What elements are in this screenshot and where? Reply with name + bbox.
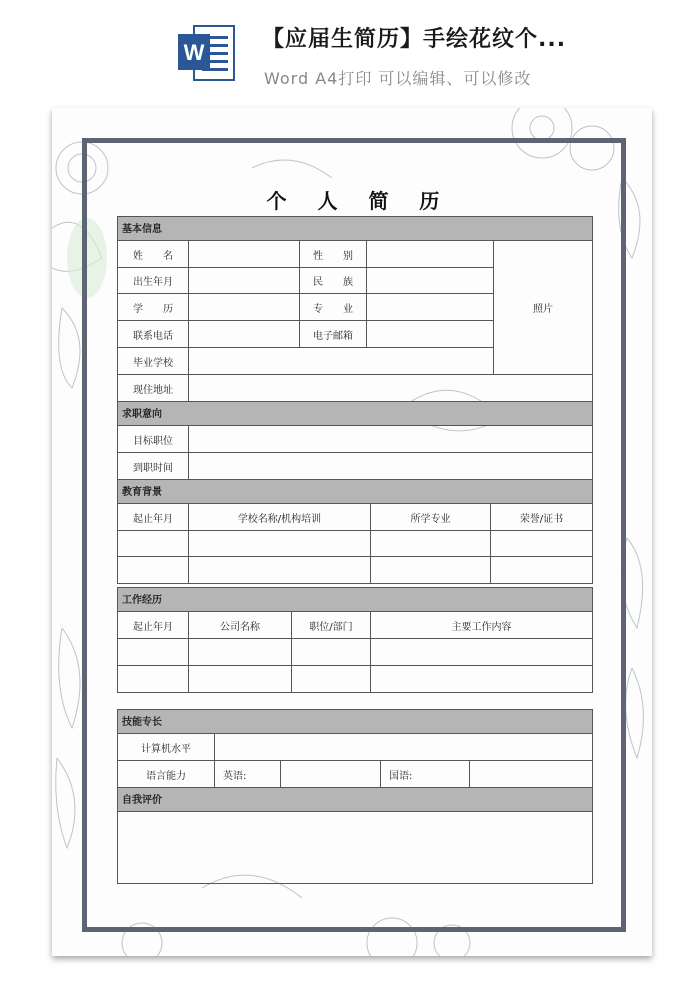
- self-evaluation-field[interactable]: [117, 811, 593, 884]
- section-self-evaluation: 自我评价: [117, 787, 593, 812]
- svg-text:W: W: [183, 40, 205, 65]
- label-birth: 出生年月: [117, 267, 189, 294]
- resume-page: [52, 108, 652, 956]
- edu-row1-honors[interactable]: [490, 530, 593, 557]
- label-major: 专 业: [299, 293, 367, 321]
- section-work: 工作经历: [117, 587, 593, 612]
- work-row1-period[interactable]: [117, 638, 189, 666]
- label-arrival-time: 到职时间: [117, 452, 189, 480]
- work-col-period: 起止年月: [117, 611, 189, 639]
- label-name: 姓 名: [117, 240, 189, 268]
- section-job-intent: 求职意向: [117, 401, 593, 426]
- address-field[interactable]: [188, 374, 593, 402]
- major-field[interactable]: [366, 293, 494, 321]
- edu-row1-period[interactable]: [117, 530, 189, 557]
- computer-level-field[interactable]: [214, 733, 593, 761]
- document-title: 【应届生简历】手绘花纹个...: [262, 27, 567, 52]
- mandarin-field[interactable]: [469, 760, 593, 788]
- label-gender: 性 别: [299, 240, 367, 268]
- label-target-position: 目标职位: [117, 425, 189, 453]
- ethnicity-field[interactable]: [366, 267, 494, 294]
- target-position-field[interactable]: [188, 425, 593, 453]
- label-school: 毕业学校: [117, 347, 189, 375]
- word-doc-icon: [176, 22, 238, 84]
- arrival-time-field[interactable]: [188, 452, 593, 480]
- section-basic-info: 基本信息: [117, 216, 593, 241]
- work-col-content: 主要工作内容: [370, 611, 593, 639]
- edu-row2-major[interactable]: [370, 556, 491, 584]
- edu-col-school: 学校名称/机构培训: [188, 503, 371, 531]
- resume-title: 个 人 简 历: [266, 189, 452, 213]
- edu-col-honors: 荣誉/证书: [490, 503, 593, 531]
- english-field[interactable]: [280, 760, 381, 788]
- document-subtitle: Word A4打印 可以编辑、可以修改: [264, 69, 532, 88]
- work-row2-content[interactable]: [370, 665, 593, 693]
- birth-field[interactable]: [188, 267, 300, 294]
- label-english: 英语:: [214, 760, 381, 788]
- photo-box[interactable]: 照片: [493, 240, 593, 375]
- edu-col-period: 起止年月: [117, 503, 189, 531]
- label-language: 语言能力: [117, 760, 215, 788]
- work-row1-position[interactable]: [291, 638, 371, 666]
- gender-field[interactable]: [366, 240, 494, 268]
- work-row2-company[interactable]: [188, 665, 292, 693]
- edu-row2-school[interactable]: [188, 556, 371, 584]
- work-row2-position[interactable]: [291, 665, 371, 693]
- section-education: 教育背景: [117, 479, 593, 504]
- school-field[interactable]: [188, 347, 494, 375]
- label-mandarin: 国语:: [380, 760, 470, 788]
- header: [0, 0, 700, 100]
- name-field[interactable]: [188, 240, 300, 268]
- resume-frame: [82, 138, 626, 932]
- work-col-company: 公司名称: [188, 611, 292, 639]
- education-field[interactable]: [188, 293, 300, 321]
- edu-row2-honors[interactable]: [490, 556, 593, 584]
- edu-row1-school[interactable]: [188, 530, 371, 557]
- work-col-position: 职位/部门: [291, 611, 371, 639]
- phone-field[interactable]: [188, 320, 300, 348]
- section-skills: 技能专长: [117, 709, 593, 734]
- edu-row1-major[interactable]: [370, 530, 491, 557]
- work-row1-content[interactable]: [370, 638, 593, 666]
- email-field[interactable]: [366, 320, 494, 348]
- work-row1-company[interactable]: [188, 638, 292, 666]
- edu-col-major: 所学专业: [370, 503, 491, 531]
- label-email: 电子邮箱: [299, 320, 367, 348]
- label-phone: 联系电话: [117, 320, 189, 348]
- edu-row2-period[interactable]: [117, 556, 189, 584]
- label-ethnicity: 民 族: [299, 267, 367, 294]
- work-row2-period[interactable]: [117, 665, 189, 693]
- label-address: 现住地址: [117, 374, 189, 402]
- label-computer-level: 计算机水平: [117, 733, 215, 761]
- label-education: 学 历: [117, 293, 189, 321]
